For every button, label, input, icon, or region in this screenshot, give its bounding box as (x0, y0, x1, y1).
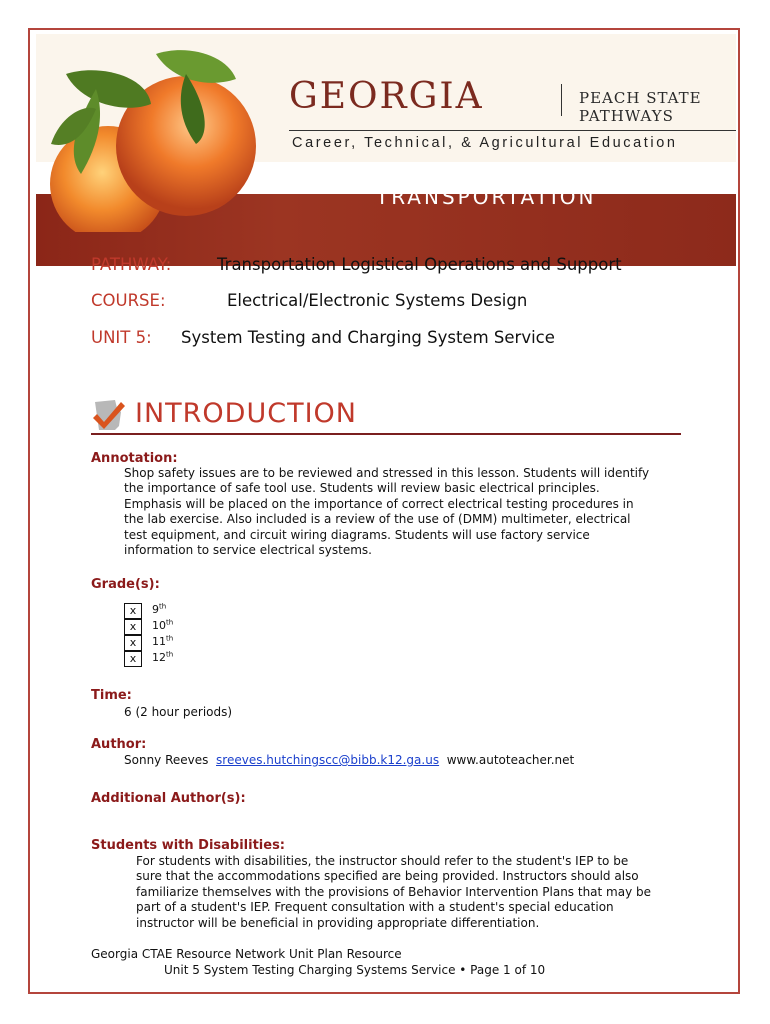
unit-value: System Testing and Charging System Service (181, 328, 555, 347)
disabilities-line: For students with disabilities, the instructor should refer to the student's IEP to be (136, 854, 629, 868)
grade-checkbox[interactable]: x (124, 619, 142, 635)
ctae-subtitle: Career, Technical, & Agricultural Education (292, 135, 678, 151)
disabilities-line: sure that the accommodations specified are being provided. Instructors should also (136, 869, 639, 884)
wordmark-separator (561, 84, 562, 116)
annotation-body (124, 466, 649, 558)
introduction-title: INTRODUCTION (135, 398, 357, 429)
cluster-title: TRANSPORTATION (376, 185, 597, 209)
author-line (124, 753, 574, 768)
disabilities-line: part of a student's IEP. Frequent consultation with a student's special education (136, 900, 614, 915)
time-value: 6 (2 hour periods) (124, 705, 233, 719)
footer-resource-line: Georgia CTAE Resource Network Unit Plan Resource (91, 947, 402, 961)
annotation-line: Shop safety issues are to be reviewed and stressed in this lesson. Students will identify (124, 466, 650, 480)
annotation-line: the lab exercise. Also included is a review of the use of (DMM) multimeter, electrical (124, 512, 631, 527)
author-name: Sonny Reeves (124, 753, 209, 767)
author-heading: Author: (91, 737, 147, 752)
annotation-line: the importance of safe tool use. Students will review basic electrical principles. (124, 481, 600, 496)
disabilities-body (136, 854, 651, 931)
pathway-label: PATHWAY: (91, 255, 172, 274)
peach-illustration (36, 34, 286, 232)
author-email-link[interactable]: sreeves.hutchingscc@bibb.k12.ga.us (216, 753, 440, 767)
pathways-title: PEACH STATE PATHWAYS (579, 89, 702, 125)
annotation-line: test equipment, and circuit wiring diagrams. Students will use factory service (124, 527, 590, 542)
introduction-header (91, 396, 681, 436)
grade-checkbox[interactable]: x (124, 603, 142, 619)
course-value: Electrical/Electronic Systems Design (227, 291, 528, 310)
time-heading: Time: (91, 688, 132, 703)
grade-label: 10th (152, 618, 174, 632)
grade-checkbox[interactable]: x (124, 651, 142, 667)
header-banner (36, 34, 736, 232)
grade-label: 12th (152, 650, 174, 664)
grades-heading: Grade(s): (91, 577, 160, 592)
disabilities-line: instructor will be beneficial in providing appropriate differentiation. (136, 915, 540, 930)
author-website: www.autoteacher.net (446, 753, 575, 767)
footer-page-line: Unit 5 System Testing Charging Systems Service • Page 1 of 10 (164, 963, 546, 977)
header-rule (289, 130, 736, 131)
georgia-checkmark-icon (91, 396, 127, 434)
grade-label: 11th (152, 634, 174, 648)
additional-authors-heading: Additional Author(s): (91, 791, 246, 806)
course-label: COURSE: (91, 291, 166, 310)
pathway-value: Transportation Logistical Operations and Support (217, 255, 622, 274)
grade-label: 9th (152, 602, 167, 616)
georgia-wordmark: GEORGIA (289, 76, 484, 117)
disabilities-heading: Students with Disabilities: (91, 838, 286, 853)
annotation-heading: Annotation: (91, 451, 178, 466)
introduction-rule (91, 433, 681, 435)
unit-label: UNIT 5: (91, 328, 152, 347)
grade-checkbox[interactable]: x (124, 635, 142, 651)
annotation-line: information to service electrical systems. (124, 543, 372, 558)
annotation-line: Emphasis will be placed on the importance of correct electrical testing procedures in (124, 496, 634, 511)
disabilities-line: familiarize themselves with the provisions of Behavior Intervention Plans that may be (136, 884, 652, 899)
